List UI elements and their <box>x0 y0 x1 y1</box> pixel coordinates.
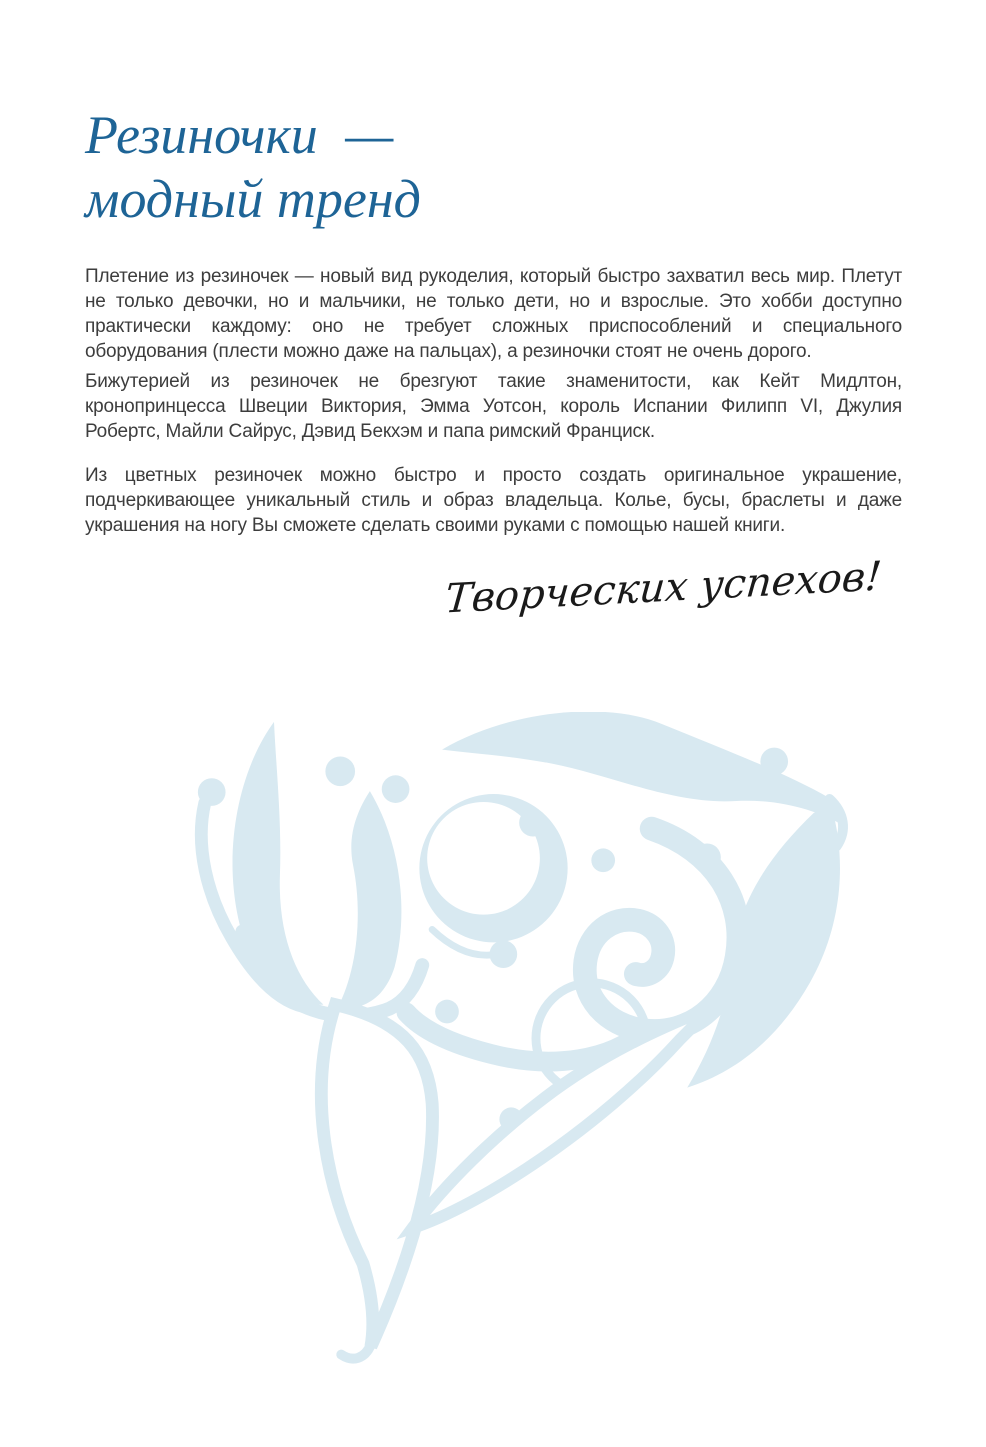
paragraph-2: Бижутерией из резиночек не брезгуют такие знаменитости, как Кейт Мидлтон, кронопринцесса Швеции Виктория, Эмма Уотсон, король Испании Филипп VI, Джулия Робертс, Майли Сайрус, Дэвид Бекхэм и папа римский Франциск. <box>85 371 902 442</box>
title-line-2: модный тренд <box>85 169 421 229</box>
title-line-1: Резиночки — <box>85 105 394 165</box>
page-title <box>85 103 421 231</box>
handwritten-signature: Творческих успехов! <box>443 553 884 623</box>
paragraph-1: Плетение из резиночек — новый вид рукоделия, который быстро захватил весь мир. Плетут не только девочки, но и мальчики, не только дети, но и взрослые. Это хобби доступно практически каждому: оно не требует сложных приспособлений и специального оборудования (плести можно даже на пальцах), а резиночки стоят не очень дорого. <box>85 266 902 362</box>
floral-ornament <box>183 712 883 1404</box>
paragraph-3: Из цветных резиночек можно быстро и просто создать оригинальное украшение, подчеркивающее уникальный стиль и образ владельца. Колье, бусы, браслеты и даже украшения на ногу Вы сможете сделать своими руками с помощью нашей книги. <box>85 465 902 536</box>
